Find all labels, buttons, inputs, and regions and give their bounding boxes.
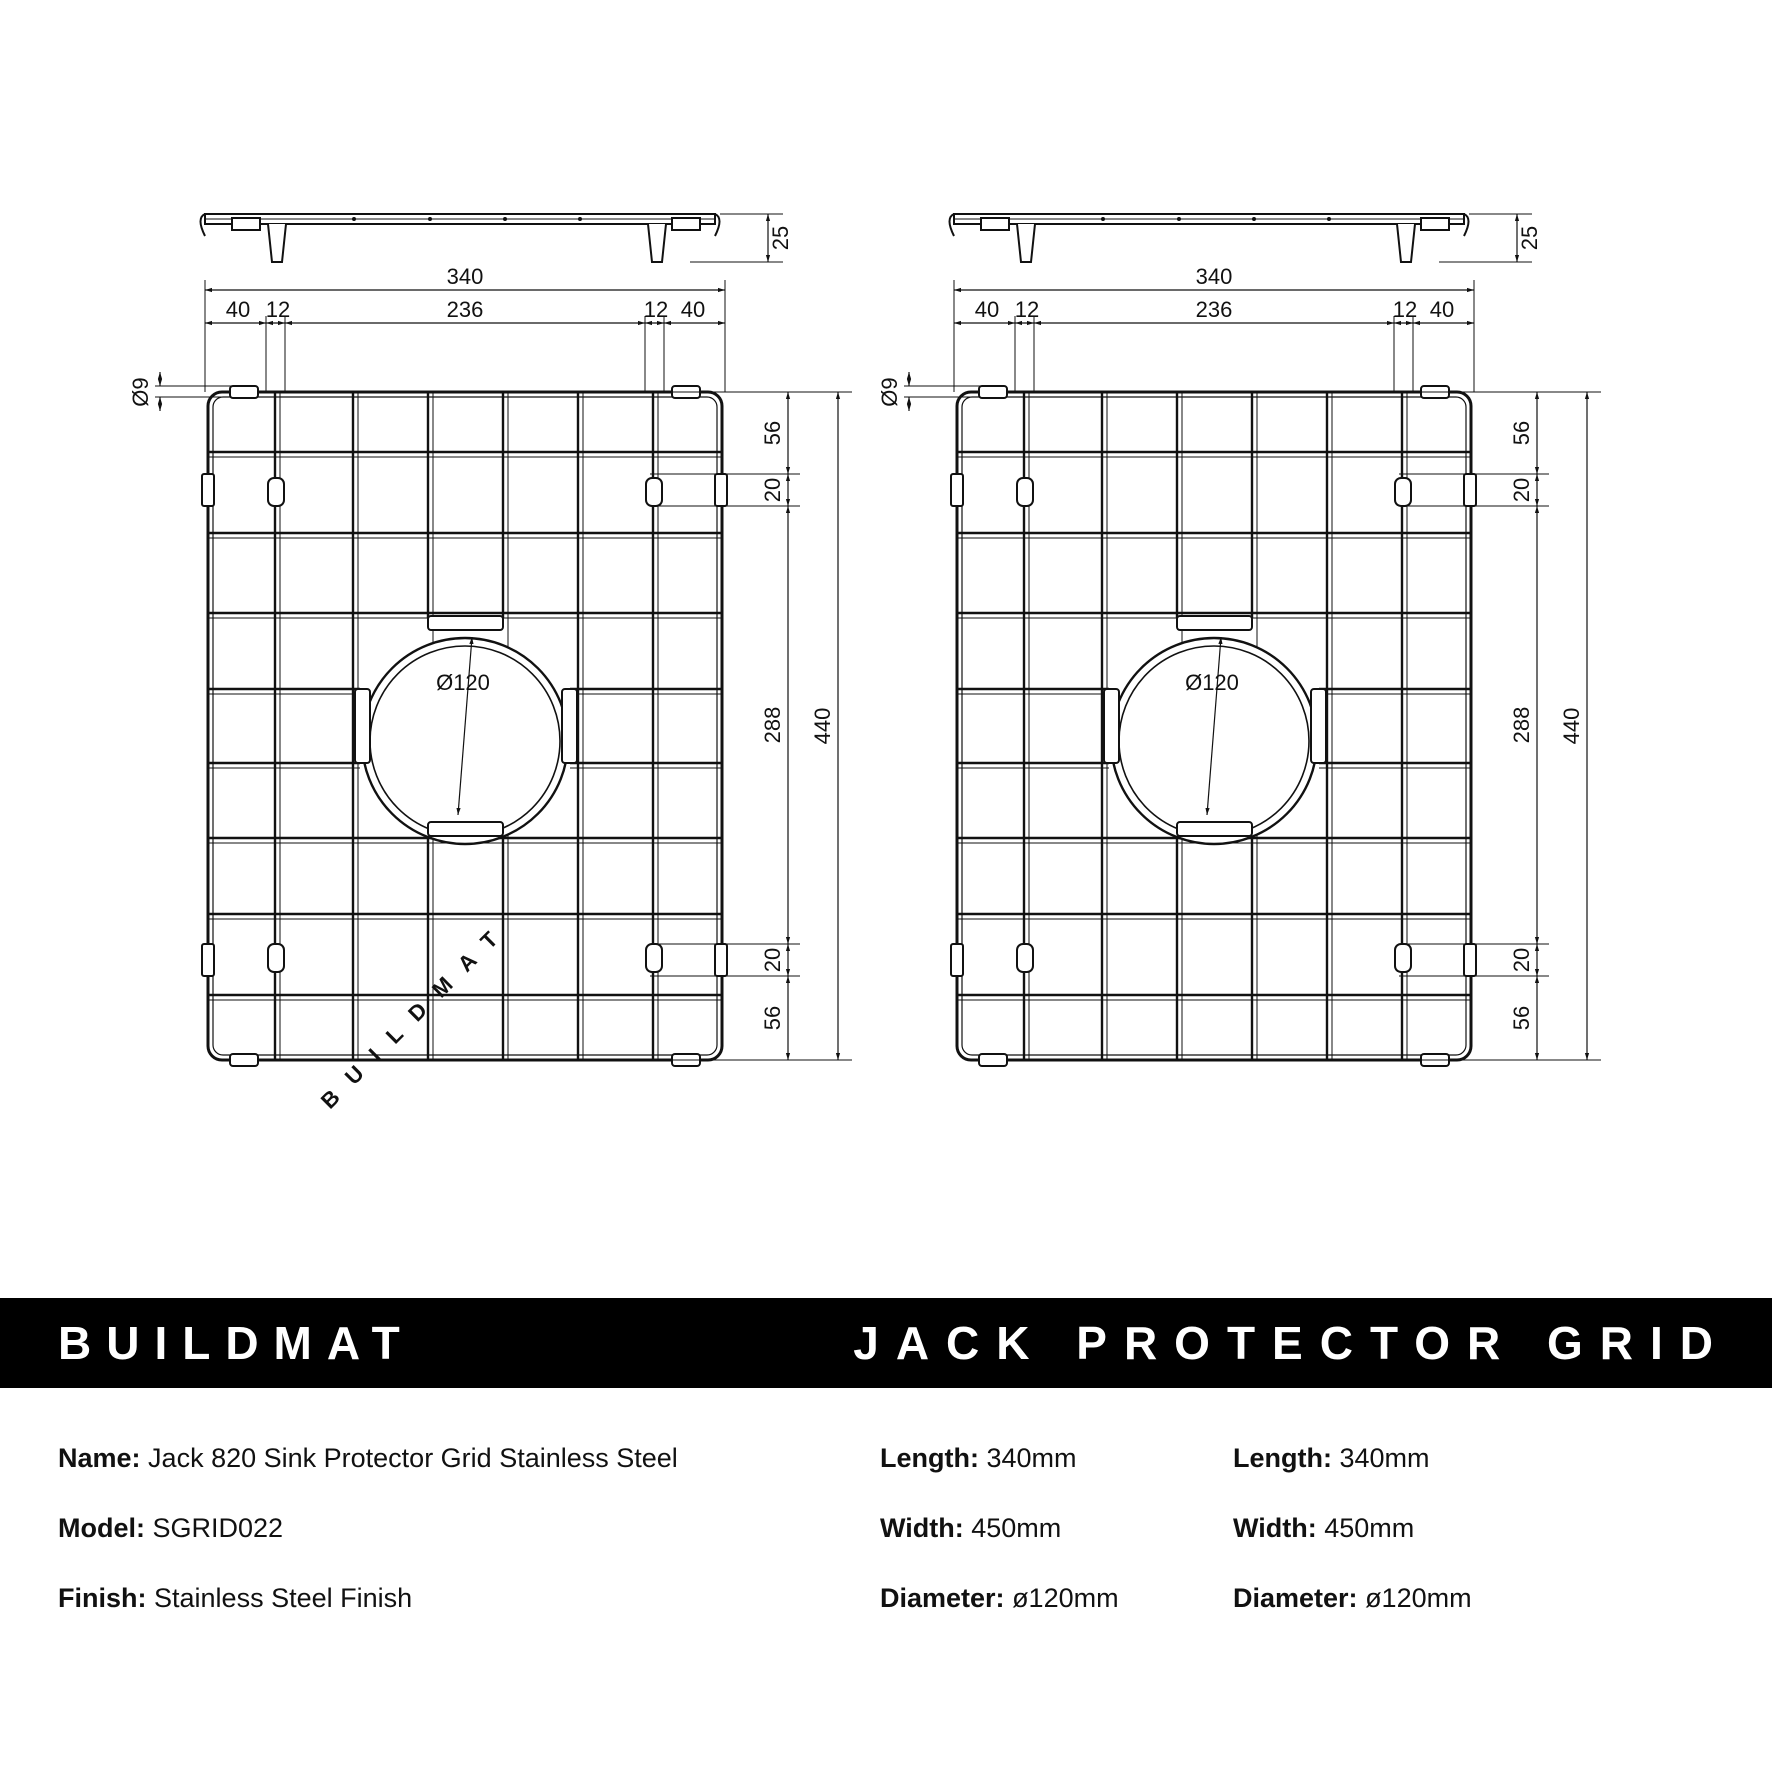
spec-name: Name: Jack 820 Sink Protector Grid Stainless Steel <box>58 1443 678 1473</box>
label-hole-diameter: Ø120 <box>436 670 490 695</box>
drain-loop-top <box>428 616 503 630</box>
label-right-dim: 56 <box>760 420 785 446</box>
rubber-foot <box>1017 944 1033 972</box>
label-overall-height: 440 <box>810 707 835 745</box>
profile-foot-right <box>1397 224 1415 262</box>
right-dimensions <box>1399 392 1601 1060</box>
side-profile <box>950 214 1543 262</box>
side-profile <box>201 214 794 262</box>
label-right-dim: 20 <box>760 947 785 973</box>
profile-foot-right <box>648 224 666 262</box>
profile-clip-right <box>672 218 700 230</box>
drain-loop-left <box>355 689 370 763</box>
top-dimensions <box>877 264 1474 411</box>
label-right-dim: 56 <box>1509 1005 1534 1031</box>
profile-foot-left <box>1017 224 1035 262</box>
profile-dot <box>1252 217 1256 221</box>
profile-dot <box>352 217 356 221</box>
spec-finish: Finish: Stainless Steel Finish <box>58 1583 413 1613</box>
profile-dot <box>1177 217 1181 221</box>
label-seg-12-right: 12 <box>643 297 669 322</box>
label-seg-236: 236 <box>446 297 484 322</box>
title-banner <box>0 1298 1772 1388</box>
side-clip <box>202 944 214 976</box>
drain-loop-right <box>1311 689 1326 763</box>
drain-loop-top <box>1177 616 1252 630</box>
watermark: BUILDMAT <box>315 913 516 1114</box>
edge-clip <box>230 1054 258 1066</box>
edge-clip <box>979 1054 1007 1066</box>
label-right-dim: 20 <box>760 477 785 503</box>
rubber-foot <box>268 944 284 972</box>
side-clip <box>1464 474 1476 506</box>
label-right-dim: 56 <box>760 1005 785 1031</box>
label-seg-40-left: 40 <box>974 297 1000 322</box>
profile-dot <box>503 217 507 221</box>
profile-dot <box>1327 217 1331 221</box>
label-seg-12-left: 12 <box>265 297 291 322</box>
profile-clip-left <box>232 218 260 230</box>
top-dimensions <box>128 264 725 411</box>
profile-dot <box>1101 217 1105 221</box>
rubber-foot <box>1017 478 1033 506</box>
label-overall-width: 340 <box>446 264 484 289</box>
label-right-dim: 20 <box>1509 477 1534 503</box>
drain-loop-left <box>1104 689 1119 763</box>
edge-clip <box>979 386 1007 398</box>
spec-length-2: Length: 340mm <box>1233 1443 1430 1473</box>
side-clip <box>951 474 963 506</box>
rubber-foot <box>1395 478 1411 506</box>
label-overall-height: 440 <box>1559 707 1584 745</box>
rubber-foot <box>646 478 662 506</box>
rubber-foot <box>646 944 662 972</box>
label-hole-diameter: Ø120 <box>1185 670 1239 695</box>
grid-view-2 <box>877 214 1601 1066</box>
side-clip <box>951 944 963 976</box>
product-title: JACK PROTECTOR GRID <box>853 1317 1730 1369</box>
drain-loop-right <box>562 689 577 763</box>
spec-length: Length: 340mm <box>880 1443 1077 1473</box>
label-seg-40-left: 40 <box>225 297 251 322</box>
label-seg-12-left: 12 <box>1014 297 1040 322</box>
spec-width: Width: 450mm <box>880 1513 1062 1543</box>
label-foot-diameter: Ø9 <box>877 377 902 407</box>
brand-name: BUILDMAT <box>58 1317 415 1369</box>
side-clip <box>715 474 727 506</box>
spec-diameter: Diameter: ø120mm <box>880 1583 1119 1613</box>
profile-clip-left <box>981 218 1009 230</box>
label-seg-40-right: 40 <box>680 297 706 322</box>
edge-clip <box>230 386 258 398</box>
label-foot-diameter: Ø9 <box>128 377 153 407</box>
label-right-dim: 288 <box>760 706 785 744</box>
label-seg-40-right: 40 <box>1429 297 1455 322</box>
spec-width-2: Width: 450mm <box>1233 1513 1415 1543</box>
side-clip <box>1464 944 1476 976</box>
spec-model: Model: SGRID022 <box>58 1513 284 1543</box>
label-seg-236: 236 <box>1195 297 1233 322</box>
drain-loop-bottom <box>1177 822 1252 836</box>
label-right-dim: 20 <box>1509 947 1534 973</box>
label-profile-height: 25 <box>768 225 793 251</box>
profile-dot <box>428 217 432 221</box>
label-overall-width: 340 <box>1195 264 1233 289</box>
side-clip <box>715 944 727 976</box>
profile-foot-left <box>268 224 286 262</box>
label-right-dim: 288 <box>1509 706 1534 744</box>
spec-diameter-2: Diameter: ø120mm <box>1233 1583 1472 1613</box>
right-dimensions <box>650 392 852 1060</box>
profile-dot <box>578 217 582 221</box>
drain-loop-bottom <box>428 822 503 836</box>
wire-grid <box>951 386 1476 1066</box>
side-clip <box>202 474 214 506</box>
label-right-dim: 56 <box>1509 420 1534 446</box>
rubber-foot <box>1395 944 1411 972</box>
label-profile-height: 25 <box>1517 225 1542 251</box>
profile-clip-right <box>1421 218 1449 230</box>
label-seg-12-right: 12 <box>1392 297 1418 322</box>
rubber-foot <box>268 478 284 506</box>
